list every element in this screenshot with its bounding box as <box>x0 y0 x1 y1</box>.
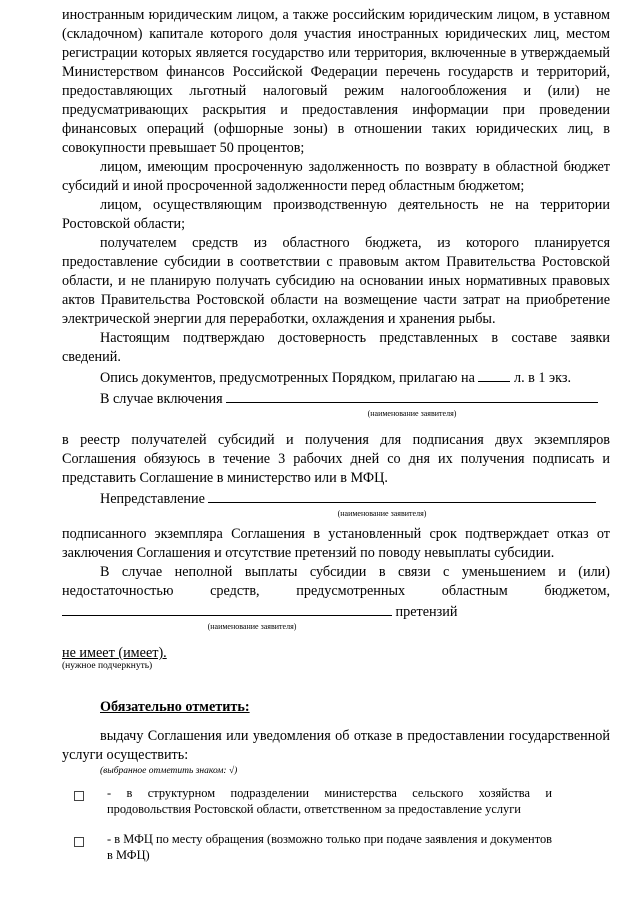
option-mfc-label: - в МФЦ по месту обращения (возможно только при подаче заявления и документов в МФЦ) <box>107 832 552 862</box>
applicant-name-field-3[interactable] <box>62 601 392 616</box>
sheet-count-field[interactable] <box>478 367 510 382</box>
paragraph-territory: лицом, осуществляющим производственную деятельность не на территории Ростовской области; <box>62 197 610 232</box>
checkbox-icon[interactable] <box>74 837 84 847</box>
paragraph-registry: в реестр получателей субсидий и получения для подписания двух экземпляров Соглашения обязуюсь в течение 3 рабочих дней со дня их получения подписать и представить Соглашение в министерство или в МФЦ. <box>62 432 610 486</box>
paragraph-confirmation: Настоящим подтверждаю достоверность представленных в составе заявки сведений. <box>62 330 610 365</box>
underline-note: (нужное подчеркнуть) <box>62 661 153 671</box>
mandatory-heading: Обязательно отметить: <box>100 699 250 715</box>
applicant-caption: (наименование заявителя) <box>367 409 457 418</box>
paragraph-debt: лицом, имеющим просроченную задолженность по возврату в областной бюджет субсидий и иной просроченной задолженности перед областным бюджетом; <box>62 159 610 194</box>
option-ministry-label: - в структурном подразделении министерства сельского хозяйства и продовольствия Ростовской области, ответственном за предоставление услуги <box>107 786 552 816</box>
applicant-caption-3: (наименование заявителя) <box>207 622 297 631</box>
document-page <box>62 6 610 863</box>
nonsubmission-line: Непредставление <box>62 488 610 509</box>
inclusion-line: В случае включения <box>62 388 610 409</box>
not-have-claims: не имеет (имеет). <box>62 645 167 661</box>
paragraph-refusal: подписанного экземпляра Соглашения в установленный срок подтверждает отказ от заключения Соглашения и отсутствие претензий по поводу невыплаты субсидии. <box>62 526 610 561</box>
inventory-line: Опись документов, предусмотренных Порядком, прилагаю на л. в 1 экз. <box>62 367 610 388</box>
claims-line: претензий <box>62 601 610 622</box>
applicant-name-field[interactable] <box>226 388 598 403</box>
paragraph-budget: получателем средств из областного бюджета, из которого планируется предоставление субсидии в соответствии с правовым актом Правительства Ростовской области, и не планирую получать субсидию на основании иных нормативных правовых актов Правительства Ростовской области на возмещение части затрат на приобретение электрической энергии для переработки, охлаждения и хранения рыбы. <box>62 235 610 327</box>
paragraph-offshore: иностранным юридическим лицом, а также российским юридическим лицом, в уставном (складочном) капитале которого доля участия иностранных юридических лиц, местом регистрации которых является государство или территория, включенные в утверждаемый Министерством финансов Российской Федерации перечень государств и территорий, предоставляющих льготный налоговый режим налогообложения и (или) не предусматривающих раскрытия и предоставления информации при проведении финансовых операций (офшорные зоны) в отношении таких юридических лиц, в совокупности превышает 50 процентов; <box>62 7 610 156</box>
applicant-caption-2: (наименование заявителя) <box>337 509 427 518</box>
mandatory-intro: выдачу Соглашения или уведомления об отказе в предоставлении государственной услуги осуществить: <box>62 728 610 763</box>
paragraph-partial-payment: В случае неполной выплаты субсидии в связи с уменьшением и (или) недостаточностью средств, предусмотренных областным бюджетом, <box>62 564 610 599</box>
applicant-name-field-2[interactable] <box>208 488 596 503</box>
selection-hint: (выбранное отметить знаком: √) <box>100 766 238 776</box>
option-mfc[interactable] <box>74 831 610 863</box>
option-ministry[interactable] <box>74 785 610 817</box>
checkbox-icon[interactable] <box>74 791 84 801</box>
